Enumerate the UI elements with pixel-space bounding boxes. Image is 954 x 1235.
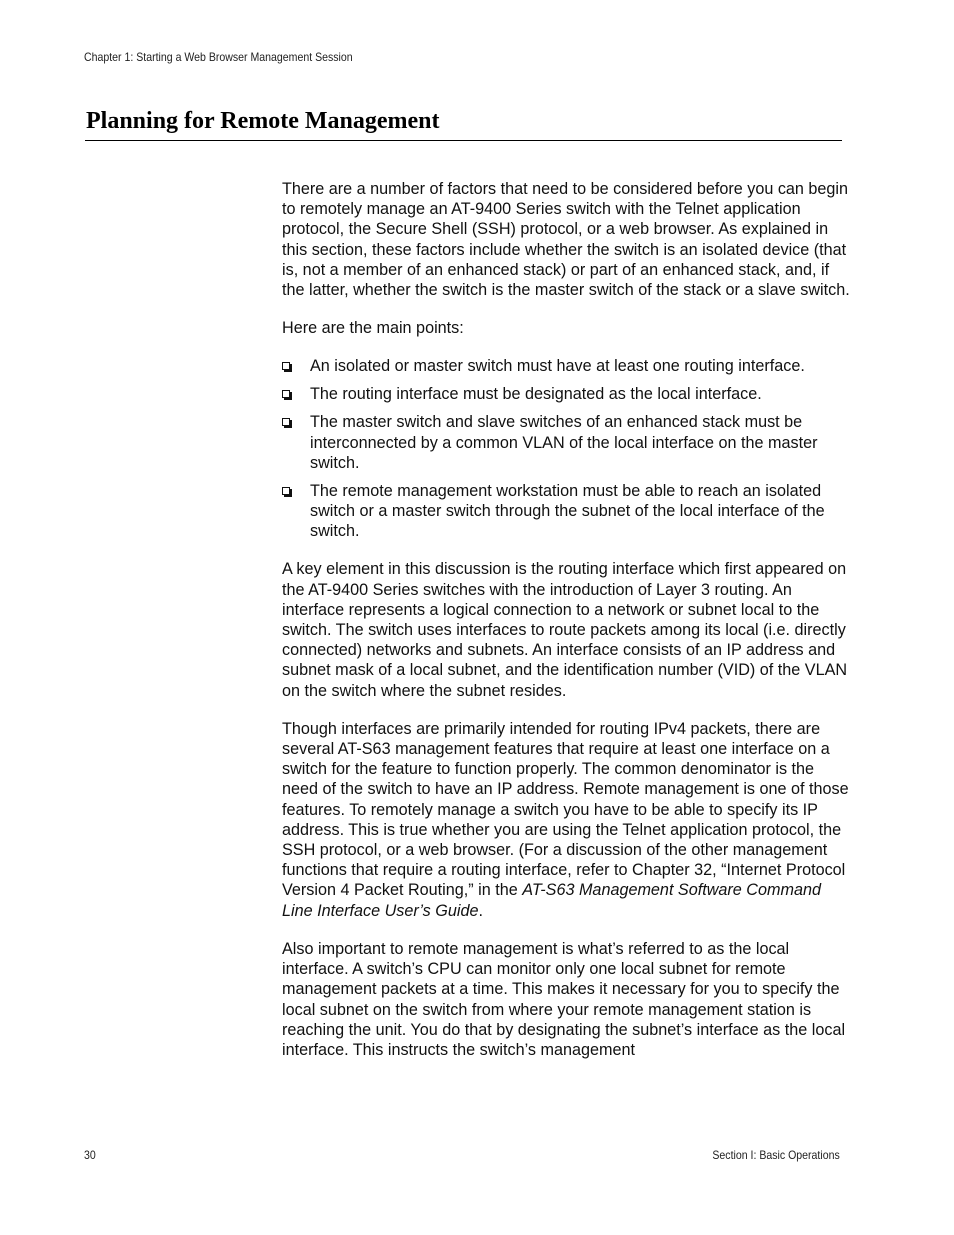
intro-paragraph: There are a number of factors that need to be considered before you can begin to remotely manage an AT-9400 Series switch with the Telnet application protocol, the Secure Shell (SSH) protocol, or a web browser. As explained in this section, these factors include whether the switch is an isolated device (that is, not a member of an enhanced stack) or part of an enhanced stack, and, if the latter, whether the switch is the master switch of the stack or a slave switch. xyxy=(282,180,850,300)
guide-title-reference: AT-S63 Management Software Command Line Interface User’s Guide xyxy=(282,881,821,920)
list-item-text: The routing interface must be designated as the local interface. xyxy=(310,385,762,404)
main-points-lead: Here are the main points: xyxy=(282,319,464,338)
checkbox-bullet-icon xyxy=(282,418,290,426)
checkbox-bullet-icon xyxy=(282,390,290,398)
footer-section: Section I: Basic Operations xyxy=(712,1148,840,1162)
body-text xyxy=(282,179,854,1078)
list-item xyxy=(282,384,854,404)
interfaces-paragraph-text: Though interfaces are primarily intended for routing IPv4 packets, there are several AT-S63 management features that require at least one interface on a switch for the feature to function properly. The common denominator is the need of the switch to have an IP address. Remote management is one of those features. To remotely manage a switch you have to be able to specify its IP address. This is true whether you are using the Telnet application protocol, the SSH protocol, or a web browser. (For a discussion of the other management functions that require a routing interface, refer to Chapter 32, “Internet Protocol Version 4 Packet Routing,” in the xyxy=(282,719,849,900)
list-item-text: The master switch and slave switches of an enhanced stack must be interconnected by a common VLAN of the local interface on the master switch. xyxy=(310,413,818,472)
checkbox-bullet-icon xyxy=(282,362,290,370)
page-number: 30 xyxy=(84,1148,96,1162)
interfaces-paragraph-end: . xyxy=(478,901,483,920)
interfaces-paragraph xyxy=(282,719,854,921)
local-interface-paragraph: Also important to remote management is what’s referred to as the local interface. A switch’s CPU can monitor only one local subnet for remote management packets at a time. This makes it necessary for you to specify the local subnet on the switch from where your remote management station is reaching the unit. You do that by designating the subnet’s interface as the local interface. This instructs the switch’s management xyxy=(282,939,846,1059)
running-header: Chapter 1: Starting a Web Browser Management Session xyxy=(84,50,353,64)
main-points-list xyxy=(282,356,854,541)
list-item xyxy=(282,481,854,542)
section-title: Planning for Remote Management xyxy=(86,108,440,134)
routing-interface-paragraph: A key element in this discussion is the routing interface which first appeared on the AT-9400 Series switches with the introduction of Layer 3 routing. An interface represents a logical connection to a network or subnet local to the switch. The switch uses interfaces to route packets among its local (i.e. directly connected) networks and subnets. An interface consists of an IP address and subnet mask of a local subnet, and the identification number (VID) of the VLAN on the switch where the subnet resides. xyxy=(282,560,848,700)
list-item-text: The remote management workstation must be able to reach an isolated switch or a master switch through the subnet of the local interface of the switch. xyxy=(310,481,825,541)
checkbox-bullet-icon xyxy=(282,487,290,495)
title-rule xyxy=(85,140,842,141)
list-item-text: An isolated or master switch must have at least one routing interface. xyxy=(310,357,805,376)
list-item xyxy=(282,412,854,473)
list-item xyxy=(282,356,854,376)
